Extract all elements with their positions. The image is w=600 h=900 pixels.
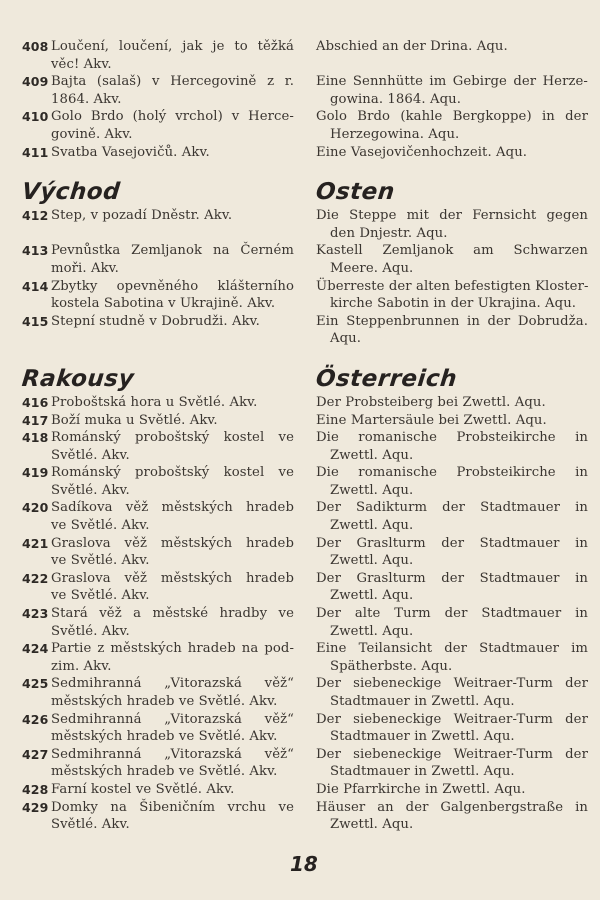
entry-title-cs: Zbytky opevněného klášterního [51,278,294,294]
entry-line: 1864. Akv. [51,91,122,107]
entry-title-cs: Step, v pozadí Dněstr. Akv. [51,208,233,224]
section-gap [22,348,294,364]
catalog-entry-de [316,412,588,430]
entry-title-cs: Stará věž a městské hradby ve [51,606,294,622]
entry-title-de: Zwettl. Aqu. [330,482,414,498]
entry-title-de: Herzegowina. Aqu. [330,126,460,142]
entry-title-cs: Sadíkova věž městských hradeb [51,500,294,516]
section-gap [22,161,294,177]
section-gap [316,161,588,177]
section-heading-cs: Rakousy [20,365,136,392]
entry-number: 421 [22,535,49,551]
entry-line: govině. Akv. [51,126,133,142]
catalog-entry-cs [22,108,294,143]
entry-line: Světlé. Akv. [51,447,130,463]
entry-title-de: Die Steppe mit der Fernsicht gegen [316,208,588,224]
catalog-entry-cs [22,313,294,348]
entry-title-de: Zwettl. Aqu. [330,447,414,463]
entry-line [22,746,294,764]
catalog-entry-de [316,313,588,348]
entry-title-de: Zwettl. Aqu. [330,518,414,534]
entry-line [22,711,294,729]
entry-title-de: Zwettl. Aqu. [330,553,414,569]
entry-title-de: gowina. 1864. Aqu. [330,91,462,107]
entry-title-cs: Graslova věž městských hradeb [51,535,294,551]
entry-title-de: Abschied an der Drina. Aqu. [316,39,508,54]
entry-line: věc! Akv. [51,56,112,72]
entry-line [22,464,294,482]
czech-column [22,38,294,834]
entry-number: 420 [22,500,49,516]
catalog-entry-cs [22,207,294,242]
entry-title-de: kirche Sabotin in der Ukrajina. Aqu. [330,296,577,312]
entry-number: 412 [22,208,49,224]
entry-title-cs: Románský proboštský kostel ve [51,465,294,481]
catalog-entry-cs [22,640,294,675]
entry-line [22,535,294,553]
catalog-entry-cs [22,278,294,313]
catalog-entry-de [316,242,588,277]
catalog-entry-de [316,429,588,464]
catalog-entry-de [316,464,588,499]
entry-title-de: Häuser an der Galgenbergstraße in [316,799,588,815]
entry-title-cs: Stepní studně v Dobrudži. Akv. [51,313,260,329]
entry-line [22,38,294,56]
catalog-entry-de [316,711,588,746]
entry-line: Světlé. Akv. [51,482,130,498]
entry-title-de: Die Pfarrkirche in Zwettl. Aqu. [316,781,526,797]
entry-line [22,313,294,331]
entry-title-de: Ein Steppenbrunnen in der Dobrudža. [316,313,588,329]
entry-title-de: Eine Martersäule bei Zwettl. Aqu. [316,412,547,428]
entry-title-de: Spätherbste. Aqu. [330,658,453,674]
entry-number: 418 [22,430,49,446]
entry-line: ve Světlé. Akv. [51,588,150,604]
entry-line: ve Světlé. Akv. [51,553,150,569]
catalog-entry-de [316,535,588,570]
catalog-entry-cs [22,429,294,464]
entry-line [22,570,294,588]
section-heading-de: Osten [314,179,397,206]
entry-line [22,108,294,126]
entry-number: 416 [22,394,49,410]
entry-number: 414 [22,278,49,294]
entry-title-cs: Sedmihranná „Vitorazská věž“ [51,711,294,727]
entry-title-de: Meere. Aqu. [330,260,414,276]
catalog-entry-cs [22,73,294,108]
catalog-entry-cs [22,394,294,412]
entry-title-cs: Loučení, loučení, jak je to těžká [51,39,294,54]
entry-title-cs: Sedmihranná „Vitorazská věž“ [51,676,294,692]
spacer [316,56,588,74]
entry-title-de: Der siebeneckige Weitraer-Turm der [316,676,588,692]
entry-title-de: den Dnjestr. Aqu. [330,225,448,241]
entry-line: městských hradeb ve Světlé. Akv. [51,764,278,780]
catalog-entry-cs [22,570,294,605]
catalog-entry-de [316,746,588,781]
entry-line: Světlé. Akv. [51,817,130,833]
entry-title-de: Die romanische Probsteikirche in [316,465,588,481]
entry-number: 428 [22,781,49,797]
entry-title-de: Der alte Turm der Stadtmauer in [316,606,588,622]
entry-number: 424 [22,641,49,657]
catalog-entry-de [316,799,588,834]
entry-title-de: Kastell Zemljanok am Schwarzen [316,243,588,259]
entry-title-de: Der Graslturm der Stadtmauer in [316,570,588,586]
entry-title-de: Zwettl. Aqu. [330,588,414,604]
spacer [22,225,294,243]
entry-line [22,73,294,91]
entry-line: městských hradeb ve Světlé. Akv. [51,729,278,745]
entry-line [22,499,294,517]
entry-title-de: Überreste der alten befestigten Kloster- [316,278,589,294]
entry-title-de: Stadtmauer in Zwettl. Aqu. [330,694,515,709]
entry-title-cs: Sedmihranná „Vitorazská věž“ [51,746,294,762]
catalog-entry-de [316,207,588,242]
entry-number: 417 [22,412,49,428]
entry-number: 427 [22,746,49,762]
entry-title-de: Der siebeneckige Weitraer-Turm der [316,711,588,727]
entry-number: 410 [22,109,49,125]
entry-line: ve Světlé. Akv. [51,518,150,534]
entry-line [22,675,294,693]
entry-line [22,429,294,447]
catalog-entry-cs [22,499,294,534]
catalog-entry-de [316,73,588,108]
catalog-entry-de [316,278,588,313]
entry-title-de: Eine Vasejovičenhochzeit. Aqu. [316,144,528,160]
entry-line: zim. Akv. [51,658,112,674]
entry-number: 423 [22,606,49,622]
entry-line [22,605,294,623]
catalog-entry-cs [22,464,294,499]
entry-line [22,242,294,260]
catalog-entry-de [316,108,588,143]
entry-line [22,799,294,817]
entry-title-de: Zwettl. Aqu. [330,623,414,639]
entry-number: 426 [22,711,49,727]
spacer [22,330,294,348]
section-gap [316,348,588,364]
catalog-entry-de [316,675,588,710]
entry-number: 429 [22,799,49,815]
catalog-entry-cs [22,675,294,710]
entry-line [22,394,294,412]
catalog-entry-cs [22,412,294,430]
entry-number: 411 [22,144,49,160]
catalog-entry-de [316,144,588,162]
entry-number: 413 [22,243,49,259]
catalog-entry-cs [22,799,294,834]
entry-title-de: Der siebeneckige Weitraer-Turm der [316,746,588,762]
entry-title-cs: Partie z městských hradeb na pod- [51,641,294,657]
german-column [316,38,588,834]
entry-title-de: Eine Teilansicht der Stadtmauer im [316,641,588,657]
entry-title-cs: Domky na Šibeničním vrchu ve [51,799,294,815]
entry-title-cs: Svatba Vasejovičů. Akv. [51,144,210,160]
entry-line: kostela Sabotina v Ukrajině. Akv. [51,296,276,312]
entry-title-de: Eine Sennhütte im Gebirge der Herze- [316,74,588,90]
entry-title-de: Zwettl. Aqu. [330,817,414,833]
catalog-entry-de [316,499,588,534]
entry-number: 409 [22,74,49,90]
entry-title-cs: Pevnůstka Zemljanok na Černém [51,243,294,259]
entry-title-de: Der Graslturm der Stadtmauer in [316,535,588,551]
entry-line [22,278,294,296]
page-number: 18 [290,852,318,876]
catalog-entry-cs [22,605,294,640]
entry-title-cs: Graslova věž městských hradeb [51,570,294,586]
entry-title-de: Golo Brdo (kahle Bergkoppe) in der [316,109,588,125]
entry-title-de: Stadtmauer in Zwettl. Aqu. [330,764,515,780]
catalog-entry-de [316,38,588,73]
catalog-entry-cs [22,711,294,746]
entry-line [22,207,294,225]
entry-title-cs: Románský proboštský kostel ve [51,430,294,446]
catalog-entry-cs [22,242,294,277]
entry-line [22,144,294,162]
entry-title-de: Stadtmauer in Zwettl. Aqu. [330,729,515,745]
catalog-entry-de [316,394,588,412]
entry-number: 408 [22,39,49,54]
entry-line: moři. Akv. [51,260,119,276]
entry-title-cs: Golo Brdo (holý vrchol) v Herce- [51,109,294,125]
entry-number: 419 [22,465,49,481]
entry-number: 415 [22,313,49,329]
entry-title-cs: Bajta (salaš) v Hercegovině z r. [51,74,294,90]
entry-title-de: Der Probsteiberg bei Zwettl. Aqu. [316,394,546,410]
entry-line [22,781,294,799]
catalog-entry-cs [22,144,294,162]
catalog-entry-de [316,605,588,640]
catalog-entry-cs [22,746,294,781]
catalog-entry-cs [22,38,294,73]
entry-title-cs: Proboštská hora u Světlé. Akv. [51,394,258,410]
catalog-entry-cs [22,781,294,799]
entry-number: 422 [22,570,49,586]
entry-line [22,412,294,430]
entry-line [22,640,294,658]
section-heading-cs: Východ [20,179,122,206]
entry-line: městských hradeb ve Světlé. Akv. [51,694,278,709]
catalog-entry-cs [22,535,294,570]
entry-title-de: Aqu. [330,331,362,347]
entry-title-cs: Farní kostel ve Světlé. Akv. [51,781,235,797]
entry-title-de: Die romanische Probsteikirche in [316,430,588,446]
entry-number: 425 [22,676,49,692]
catalog-entry-de [316,570,588,605]
catalog-entry-de [316,781,588,799]
entry-line: Světlé. Akv. [51,623,130,639]
catalog-entry-de [316,640,588,675]
entry-title-cs: Boží muka u Světlé. Akv. [51,412,218,428]
entry-title-de: Der Sadikturm der Stadtmauer in [316,500,588,516]
section-heading-de: Österreich [314,365,459,392]
